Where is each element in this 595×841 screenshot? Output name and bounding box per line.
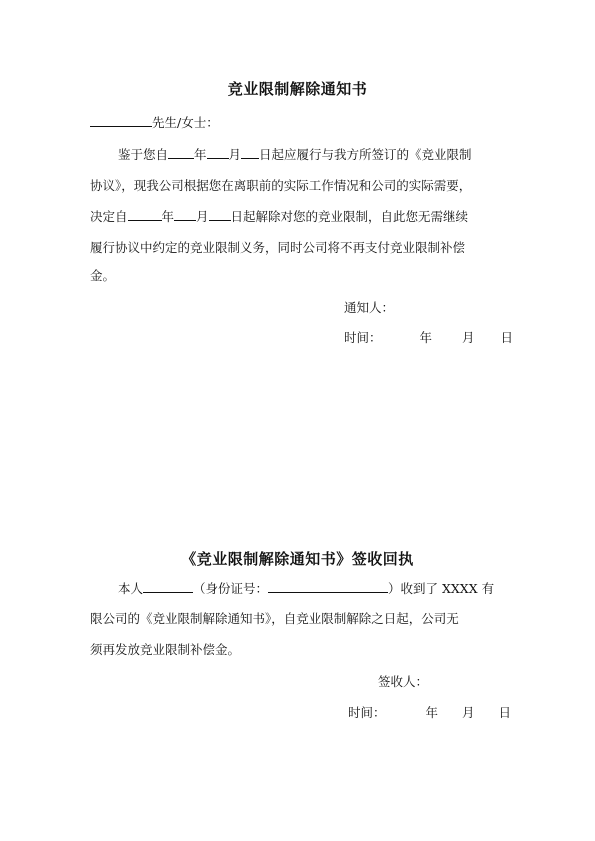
receipt-year-label: 年 (425, 705, 439, 720)
receipt-day-label: 日 (498, 705, 512, 720)
notice-paragraph-line-2: 协议》，现我公司根据您在离职前的实际工作情况和公司的实际需要， (90, 178, 472, 193)
salutation-suffix: 先生/女士： (152, 115, 219, 130)
receipt-line-1 (118, 580, 494, 597)
p3-month-label: 月 (196, 209, 209, 224)
p3-text-a: 决定自 (90, 209, 128, 224)
receipt-line-2: 限公司的《竞业限制解除通知书》，自竞业限制解除之日起，公司无 (90, 611, 459, 626)
end-month-blank[interactable] (174, 208, 196, 221)
recipient-name-blank[interactable] (143, 580, 193, 593)
start-month-blank[interactable] (207, 146, 229, 159)
salutation-line (90, 114, 219, 131)
notice-paragraph-line-3 (90, 208, 468, 225)
receipt-month-label: 月 (462, 705, 475, 720)
notice-paragraph-line-4: 履行协议中约定的竞业限制义务，同时公司将不再支付竞业限制补偿 (90, 240, 466, 255)
notice-paragraph-line-1 (118, 146, 472, 163)
start-year-blank[interactable] (168, 146, 194, 159)
notifier-label: 通知人： (344, 300, 395, 315)
receipt-title: 《竞业限制解除通知书》签收回执 (181, 550, 414, 568)
receipt-text-a: 本人 (118, 581, 144, 596)
end-day-blank[interactable] (209, 208, 231, 221)
notice-title: 竞业限制解除通知书 (227, 80, 368, 98)
notice-month-label: 月 (462, 330, 475, 345)
notice-paragraph-line-5: 金。 (90, 268, 116, 283)
receipt-line-3: 须再发放竞业限制补偿金。 (90, 642, 241, 657)
id-number-blank[interactable] (268, 580, 388, 593)
receipt-text-c: ）收到了 XXXX 有 (388, 581, 495, 596)
notice-time-line (344, 330, 513, 346)
notice-day-label: 日 (500, 330, 514, 345)
name-blank[interactable] (90, 114, 152, 127)
notice-year-label: 年 (419, 330, 433, 345)
signer-label: 签收人： (378, 674, 429, 689)
p1-month-label: 月 (228, 147, 242, 162)
receipt-time-line (348, 705, 511, 721)
start-day-blank[interactable] (241, 146, 259, 159)
notice-time-label: 时间： (344, 330, 382, 345)
p3-text-d: 日起解除对您的竞业限制，自此您无需继续 (230, 209, 469, 224)
end-year-blank[interactable] (128, 208, 162, 221)
p3-year-label: 年 (161, 209, 175, 224)
p1-year-label: 年 (194, 147, 207, 162)
receipt-time-label: 时间： (348, 705, 386, 720)
receipt-id-label: （身份证号： (193, 581, 269, 596)
p1-text-d: 日起应履行与我方所签订的《竞业限制 (259, 147, 472, 162)
p1-text-a: 鉴于您自 (118, 147, 169, 162)
